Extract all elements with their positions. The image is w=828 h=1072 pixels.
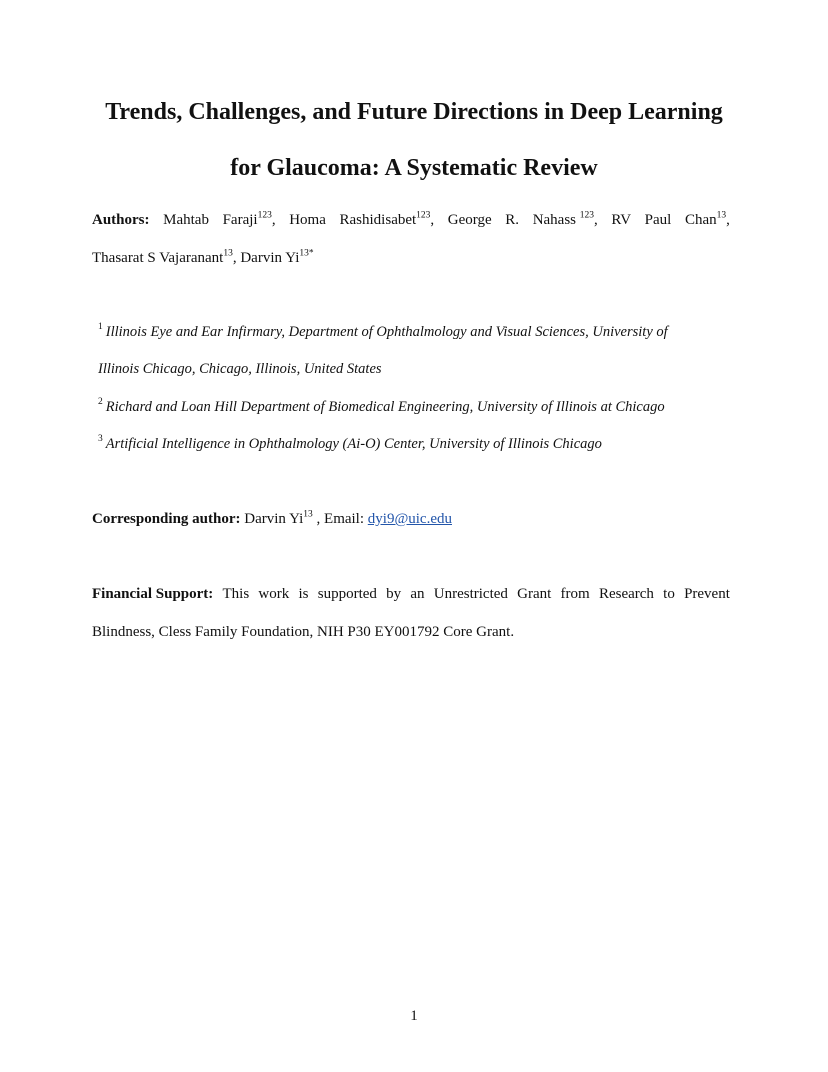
authors-line-1 (92, 210, 730, 230)
financial-word: Prevent (684, 586, 730, 602)
financial-word: Unrestricted (433, 586, 508, 602)
author-first-name: Mahtab (163, 212, 209, 228)
corresponding-author (92, 509, 452, 529)
financial-word: is (298, 586, 309, 602)
author-first-name: RV (611, 212, 632, 228)
financial-word: work (258, 586, 290, 602)
affiliation-number: 1 (98, 322, 103, 333)
author-name: Darvin $Yi^{13*}$ (240, 248, 314, 266)
paper-title-line-2: for Glaucoma: A Systematic Review (230, 155, 598, 181)
financial-word: Grant (517, 586, 552, 602)
corresponding-author-label: Corresponding author: (92, 511, 241, 527)
financial-word: supported (317, 586, 377, 602)
author-affiliation-sup: 123 (579, 210, 595, 221)
financial-support-label: Financial Support: (92, 586, 214, 602)
financial-word: Research (598, 586, 654, 602)
author-affiliation-sup: 13* (299, 248, 314, 259)
author-name: Faraji$^{123}$, (222, 210, 276, 228)
paper-title-line-1: Trends, Challenges, and Future Directions in Deep Learning (105, 99, 723, 125)
financial-support-line-1 (92, 584, 730, 604)
affiliation-1-continued (98, 359, 382, 379)
affiliation-text: Artificial Intelligence in Ophthalmology (Ai-O) Center, University of Illinois Chicago (105, 436, 602, 452)
author-first-name: George (447, 212, 492, 228)
author-middle-name: Paul (644, 212, 672, 228)
financial-word: from (560, 586, 590, 602)
financial-word: to (663, 586, 675, 602)
author-affiliation-sup: 13 (716, 210, 727, 221)
author-middle-name: R. (505, 212, 520, 228)
email-link[interactable]: dyi9@uic.edu (367, 511, 452, 527)
financial-word: an (410, 586, 425, 602)
financial-support-line-2: Blindness, Cless Family Foundation, NIH P30 EY001792 Core Grant. (92, 624, 515, 640)
corresponding-author-name: Darvin Yi (244, 511, 304, 527)
affiliation-number: 3 (98, 434, 103, 445)
affiliation-text: Illinois Eye and Ear Infirmary, Department of Ophthalmology and Visual Sciences, University of (105, 324, 668, 340)
author-first-name: Homa (289, 212, 326, 228)
author-affiliation-sup: 123 (257, 210, 272, 221)
authors-line-2 (92, 248, 314, 268)
affiliation-number: 2 (98, 397, 103, 408)
email-label: , Email: (316, 511, 365, 527)
page-number: 1 (410, 1008, 418, 1024)
author-name: Nahass $^{123}$, (532, 210, 598, 228)
affiliation-1 (98, 322, 668, 342)
author-affiliation-sup: 123 (416, 210, 431, 221)
affiliation-3 (98, 434, 602, 454)
affiliation-text: Illinois Chicago, Chicago, Illinois, United States (98, 361, 382, 377)
author-name: Rashidisabet$^{123}$, (339, 210, 435, 228)
author-affiliation-sup: 13 (223, 248, 233, 259)
financial-word: This (222, 586, 250, 602)
authors-label: Authors: (92, 212, 150, 228)
corresponding-author-sup: 13 (303, 509, 313, 520)
affiliation-text: Richard and Loan Hill Department of Biomedical Engineering, University of Illinois at Chicago (105, 399, 665, 415)
financial-word: by (386, 586, 402, 602)
author-name: Thasarat S Vajaranant$^{13}$, (92, 248, 237, 266)
affiliation-2 (98, 397, 665, 417)
author-name: Chan$^{13}$, (684, 210, 730, 228)
